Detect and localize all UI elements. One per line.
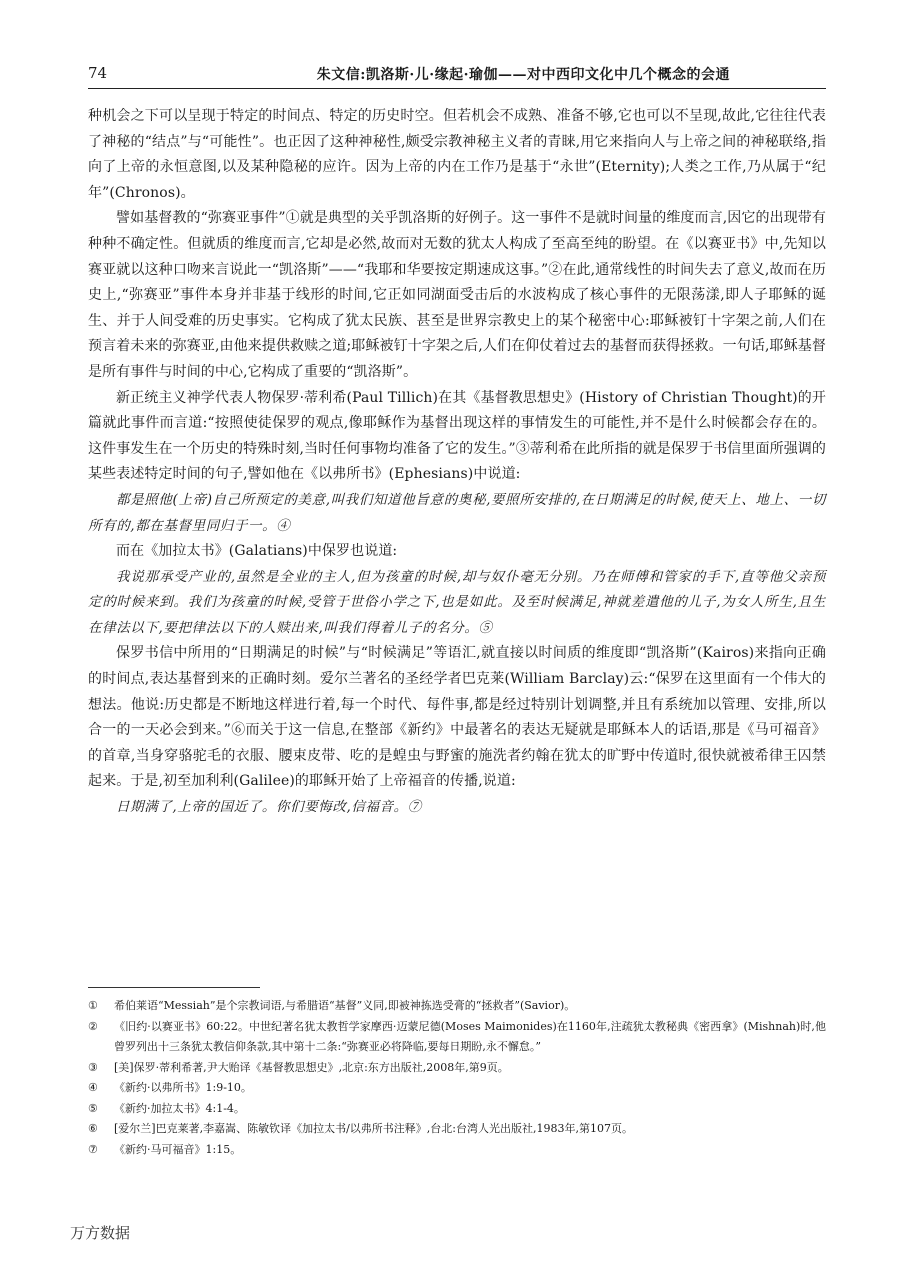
quote-text: 我说那承受产业的,虽然是全业的主人,但为孩童的时候,却与奴仆毫无分别。乃在师傅和管家的手下,直等他父亲预定的时候来到。我们为孩童的时候,受管于世俗小学之下,也是如此。及至时候满足,神就差遣他的儿子,为女人所生,且生在律法以下,要把律法以下的人赎出来,叫我们得着儿子的名分。⑤ xyxy=(88,568,826,636)
paragraph: 保罗书信中所用的“日期满足的时候”与“时候满足”等语汇,就直接以时间质的维度即“凯洛斯”(Kairos)来指向正确的时间点,表达基督到来的正确时刻。爱尔兰著名的圣经学者巴克莱(William Barclay)云:“保罗在这里面有一个伟大的想法。他说:历史都是不断地这样进行着,每一个时代、每件事,都是经过特别计划调整,并且有系统加以管理、安排,所以合一的一天必会到来。”⑥而关于这一信息,在整部《新约》中最著名的表达无疑就是耶稣本人的话语,那是《马可福音》的首章,当身穿骆驼毛的衣服、腰束皮带、吃的是蝗虫与野蜜的施洗者约翰在犹太的旷野中传道时,很快就被希律王囚禁起来。于是,初至加利利(Galilee)的耶稣开始了上帝福音的传播,说道: xyxy=(88,645,826,790)
footnote-mark: ③ xyxy=(88,1060,98,1074)
footnote xyxy=(88,1099,826,1120)
quote-text: 日期满了,上帝的国近了。你们要悔改,信福音。⑦ xyxy=(116,799,422,816)
footnote xyxy=(88,1140,826,1161)
body-text xyxy=(88,104,826,821)
paragraph: 种机会之下可以呈现于特定的时间点、特定的历史时空。但若机会不成熟、准备不够,它也可以不呈现,故此,它往往代表了神秘的“结点”与“可能性”。也正因了这种神秘性,颇受宗教神秘主义者的青睐,用它来指向人与上帝之间的神秘联络,指向了上帝的永恒意图,以及某种隐秘的应许。因为上帝的内在工作乃是基于“永世”(Eternity);人类之工作,乃从属于“纪年”(Chronos)。 xyxy=(88,108,826,201)
block-quote xyxy=(88,488,826,539)
footnote-text: [爱尔兰]巴克莱著,李嘉嵩、陈敏钦译《加拉太书/以弗所书注释》,台北:台湾人光出版社,1983年,第107页。 xyxy=(114,1122,633,1135)
footnote xyxy=(88,1058,826,1079)
footnote-text: 《旧约·以赛亚书》60:22。中世纪著名犹太教哲学家摩西·迈蒙尼德(Moses Maimonides)在1160年,注疏犹太教秘典《密西拿》(Mishnah)时,他曾罗列出十三条犹太教信仰条款,其中第十二条:“弥赛亚必将降临,要每日期盼,永不懈怠。” xyxy=(114,1019,826,1053)
footnote-mark: ⑥ xyxy=(88,1122,98,1135)
footnote xyxy=(88,1119,826,1140)
footnote-text: 《新约·加拉太书》4:1-4。 xyxy=(114,1101,245,1115)
paragraph: 新正统主义神学代表人物保罗·蒂利希(Paul Tillich)在其《基督教思想史》(History of Christian Thought)的开篇就此事件而言道:“按照使徒保罗的观点,像耶稣作为基督出现这样的事情发生的可能性,并不是什么时候都会存在的。这件事发生在一个历史的特殊时刻,当时任何事物均准备了它的发生。”③蒂利希在此所指的就是保罗于书信里面所强调的某些表述特定时间的句子,譬如他在《以弗所书》(Ephesians)中说道: xyxy=(88,389,827,483)
footnote-text: [美]保罗·蒂利希著,尹大贻译《基督教思想史》,北京:东方出版社,2008年,第9页。 xyxy=(114,1060,509,1074)
footnote-text: 《新约·马可福音》1:15。 xyxy=(114,1142,242,1156)
footnote xyxy=(88,996,826,1017)
paragraph: 譬如基督教的“弥赛亚事件”①就是典型的关乎凯洛斯的好例子。这一事件不是就时间量的维度而言,因它的出现带有种种不确定性。但就质的维度而言,它却是必然,故而对无数的犹太人构成了至高至纯的盼望。在《以赛亚书》中,先知以赛亚就以这种口吻来言说此一“凯洛斯”——“我耶和华要按定期速成这事。”②在此,通常线性的时间失去了意义,故而在历史上,“弥赛亚”事件本身并非基于线形的时间,它正如同湖面受击后的水波构成了核心事件的无限荡漾,即人子耶稣的诞生、并于人间受难的历史事实。它构成了犹太民族、甚至是世界宗教史上的某个秘密中心:耶稣被钉十字架之前,人们在预言着未来的弥赛亚,由他来提供救赎之道;耶稣被钉十字架之后,人们在仰仗着过去的基督而获得拯救。一句话,耶稣基督是所有事件与时间的中心,它构成了重要的“凯洛斯”。 xyxy=(88,210,826,380)
footnote xyxy=(88,1017,826,1058)
page-number: 74 xyxy=(88,64,108,82)
footnote-divider xyxy=(88,987,260,988)
footnote-mark: ④ xyxy=(88,1081,98,1094)
running-title: 朱文信:凯洛斯·儿·缘起·瑜伽——对中西印文化中几个概念的会通 xyxy=(316,67,730,83)
footnotes xyxy=(88,996,826,1160)
quote-text: 都是照他(上帝)自己所预定的美意,叫我们知道他旨意的奥秘,要照所安排的,在日期满足的时候,使天上、地上、一切所有的,都在基督里同归于一。④ xyxy=(88,491,826,534)
running-header xyxy=(88,62,826,89)
footnote-text: 《新约·以弗所书》1:9-10。 xyxy=(114,1081,252,1094)
footnote-mark: ① xyxy=(88,999,98,1012)
block-quote xyxy=(88,565,826,642)
block-quote xyxy=(88,795,826,821)
paragraph: 而在《加拉太书》(Galatians)中保罗也说道: xyxy=(116,543,398,560)
footnote-mark: ⑤ xyxy=(88,1101,98,1115)
watermark: 万方数据 xyxy=(70,1224,131,1242)
footnote-mark: ② xyxy=(88,1019,98,1033)
footnote-text: 希伯莱语“Messiah”是个宗教词语,与希腊语“基督”义同,即被神拣选受膏的“拯救者”(Savior)。 xyxy=(114,999,576,1012)
footnote xyxy=(88,1078,826,1099)
footnote-mark: ⑦ xyxy=(88,1142,98,1156)
